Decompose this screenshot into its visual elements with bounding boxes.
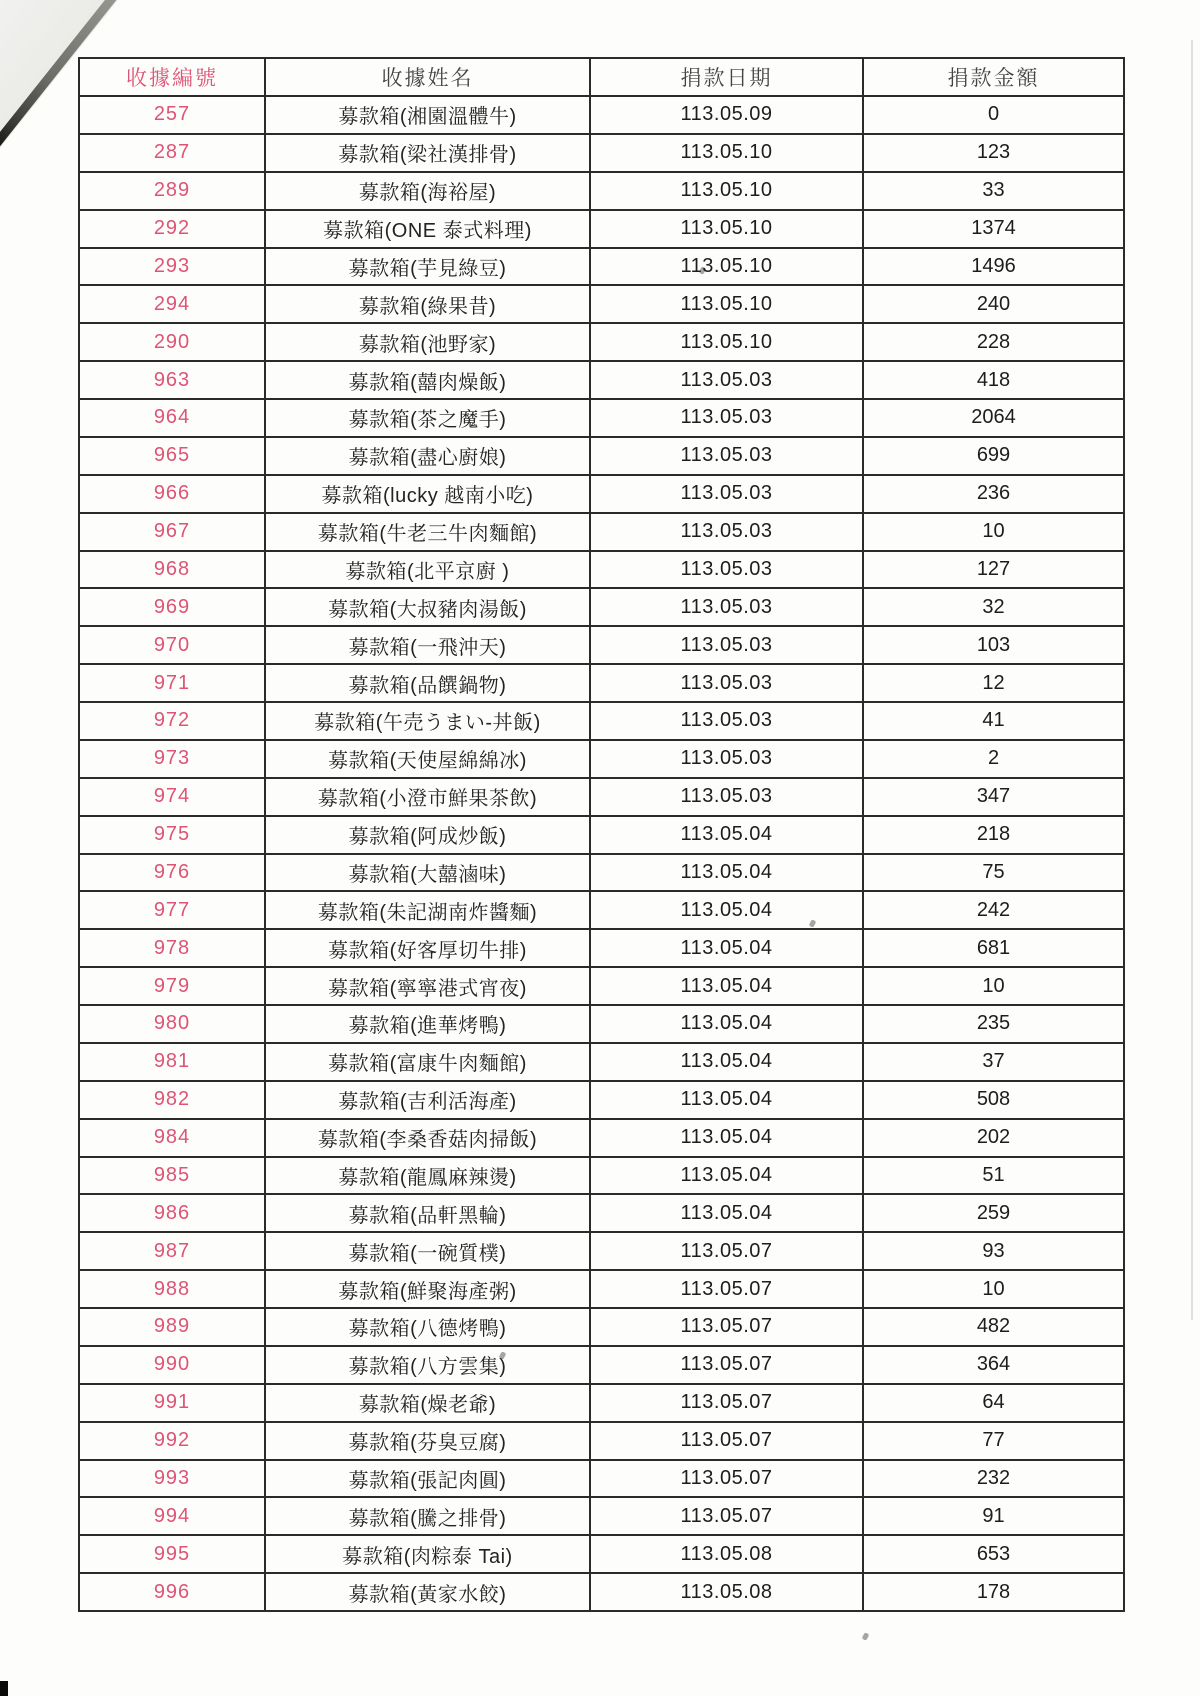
receipt-number-cell: 967 xyxy=(79,513,265,551)
donation-amount-cell: 218 xyxy=(863,816,1124,854)
donation-amount-cell: 1496 xyxy=(863,248,1124,286)
table-row xyxy=(79,134,1124,172)
receipt-name-cell: 募款箱(綠果昔) xyxy=(265,285,590,323)
donation-date-cell: 113.05.08 xyxy=(590,1573,863,1611)
receipt-name-cell: 募款箱(梁社漢排骨) xyxy=(265,134,590,172)
donation-date-cell: 113.05.04 xyxy=(590,967,863,1005)
receipt-name-cell: 募款箱(肉粽泰 Tai) xyxy=(265,1535,590,1573)
donation-date-cell: 113.05.04 xyxy=(590,1043,863,1081)
donation-date-cell: 113.05.10 xyxy=(590,134,863,172)
receipt-name-cell: 募款箱(好客厚切牛排) xyxy=(265,929,590,967)
table-row xyxy=(79,513,1124,551)
receipt-name-cell: 募款箱(八方雲集) xyxy=(265,1346,590,1384)
table-row xyxy=(79,1346,1124,1384)
table-row xyxy=(79,285,1124,323)
donation-date-cell: 113.05.07 xyxy=(590,1232,863,1270)
receipt-number-cell: 992 xyxy=(79,1422,265,1460)
table-row xyxy=(79,1043,1124,1081)
receipt-name-cell: 募款箱(鮮聚海產粥) xyxy=(265,1270,590,1308)
donation-date-cell: 113.05.04 xyxy=(590,1119,863,1157)
donation-date-cell: 113.05.10 xyxy=(590,210,863,248)
table-row xyxy=(79,323,1124,361)
donation-date-cell: 113.05.09 xyxy=(590,96,863,134)
receipt-name-cell: 募款箱(lucky 越南小吃) xyxy=(265,475,590,513)
receipt-number-cell: 973 xyxy=(79,740,265,778)
table-row xyxy=(79,588,1124,626)
donation-amount-cell: 12 xyxy=(863,664,1124,702)
donation-amount-cell: 75 xyxy=(863,854,1124,892)
donation-amount-cell: 64 xyxy=(863,1384,1124,1422)
receipt-number-cell: 289 xyxy=(79,172,265,210)
donation-date-cell: 113.05.04 xyxy=(590,854,863,892)
receipt-number-cell: 978 xyxy=(79,929,265,967)
receipt-name-cell: 募款箱(芋見綠豆) xyxy=(265,248,590,286)
donation-date-cell: 113.05.03 xyxy=(590,399,863,437)
donation-amount-cell: 202 xyxy=(863,1119,1124,1157)
receipt-name-cell: 募款箱(八德烤鴨) xyxy=(265,1308,590,1346)
receipt-number-cell: 969 xyxy=(79,588,265,626)
receipt-number-cell: 996 xyxy=(79,1573,265,1611)
receipt-number-cell: 977 xyxy=(79,891,265,929)
table-row xyxy=(79,96,1124,134)
donation-amount-cell: 1374 xyxy=(863,210,1124,248)
donation-amount-cell: 32 xyxy=(863,588,1124,626)
donation-date-cell: 113.05.03 xyxy=(590,702,863,740)
table-row xyxy=(79,1005,1124,1043)
receipt-name-cell: 募款箱(進華烤鴨) xyxy=(265,1005,590,1043)
donation-date-cell: 113.05.04 xyxy=(590,816,863,854)
receipt-number-cell: 970 xyxy=(79,626,265,664)
donation-date-cell: 113.05.04 xyxy=(590,1157,863,1195)
header-donation-amount: 捐款金額 xyxy=(863,58,1124,96)
donation-amount-cell: 33 xyxy=(863,172,1124,210)
receipt-name-cell: 募款箱(湘園溫體牛) xyxy=(265,96,590,134)
donation-amount-cell: 2064 xyxy=(863,399,1124,437)
table-row xyxy=(79,929,1124,967)
donation-amount-cell: 235 xyxy=(863,1005,1124,1043)
donation-date-cell: 113.05.10 xyxy=(590,285,863,323)
donation-date-cell: 113.05.04 xyxy=(590,929,863,967)
header-receipt-name: 收據姓名 xyxy=(265,58,590,96)
receipt-name-cell: 募款箱(盡心廚娘) xyxy=(265,437,590,475)
receipt-number-cell: 994 xyxy=(79,1497,265,1535)
receipt-name-cell: 募款箱(李桑香菇肉掃飯) xyxy=(265,1119,590,1157)
table-row xyxy=(79,740,1124,778)
donation-amount-cell: 51 xyxy=(863,1157,1124,1195)
donation-amount-cell: 41 xyxy=(863,702,1124,740)
donation-amount-cell: 681 xyxy=(863,929,1124,967)
table-row xyxy=(79,1194,1124,1232)
donation-date-cell: 113.05.03 xyxy=(590,437,863,475)
receipt-number-cell: 993 xyxy=(79,1460,265,1498)
donation-date-cell: 113.05.07 xyxy=(590,1497,863,1535)
donation-amount-cell: 418 xyxy=(863,361,1124,399)
receipt-name-cell: 募款箱(牛老三牛肉麵館) xyxy=(265,513,590,551)
receipt-name-cell: 募款箱(大叔豬肉湯飯) xyxy=(265,588,590,626)
donation-amount-cell: 699 xyxy=(863,437,1124,475)
receipt-number-cell: 287 xyxy=(79,134,265,172)
receipt-name-cell: 募款箱(品饌鍋物) xyxy=(265,664,590,702)
table-row xyxy=(79,1157,1124,1195)
donation-amount-cell: 77 xyxy=(863,1422,1124,1460)
receipt-number-cell: 968 xyxy=(79,551,265,589)
table-row xyxy=(79,626,1124,664)
donation-date-cell: 113.05.10 xyxy=(590,172,863,210)
receipt-name-cell: 募款箱(天使屋綿綿冰) xyxy=(265,740,590,778)
receipt-name-cell: 募款箱(富康牛肉麵館) xyxy=(265,1043,590,1081)
donation-amount-cell: 232 xyxy=(863,1460,1124,1498)
receipt-number-cell: 963 xyxy=(79,361,265,399)
receipt-name-cell: 募款箱(龍鳳麻辣燙) xyxy=(265,1157,590,1195)
table-row xyxy=(79,664,1124,702)
table-row xyxy=(79,1422,1124,1460)
receipt-name-cell: 募款箱(小澄市鮮果茶飲) xyxy=(265,778,590,816)
table-row xyxy=(79,1573,1124,1611)
table-row xyxy=(79,1119,1124,1157)
scan-speck xyxy=(862,1632,870,1641)
receipt-number-cell: 982 xyxy=(79,1081,265,1119)
receipt-name-cell: 募款箱(燥老爺) xyxy=(265,1384,590,1422)
table-row xyxy=(79,399,1124,437)
donation-amount-cell: 0 xyxy=(863,96,1124,134)
receipt-number-cell: 987 xyxy=(79,1232,265,1270)
donation-date-cell: 113.05.04 xyxy=(590,1194,863,1232)
receipt-number-cell: 966 xyxy=(79,475,265,513)
receipt-number-cell: 986 xyxy=(79,1194,265,1232)
header-receipt-number: 收據編號 xyxy=(79,58,265,96)
donation-date-cell: 113.05.04 xyxy=(590,1081,863,1119)
receipt-number-cell: 972 xyxy=(79,702,265,740)
donation-date-cell: 113.05.10 xyxy=(590,323,863,361)
donation-date-cell: 113.05.03 xyxy=(590,513,863,551)
donation-receipt-table xyxy=(78,57,1125,1612)
donation-date-cell: 113.05.03 xyxy=(590,475,863,513)
donation-date-cell: 113.05.03 xyxy=(590,551,863,589)
donation-amount-cell: 103 xyxy=(863,626,1124,664)
table-row xyxy=(79,1497,1124,1535)
donation-date-cell: 113.05.03 xyxy=(590,664,863,702)
donation-date-cell: 113.05.07 xyxy=(590,1270,863,1308)
receipt-number-cell: 976 xyxy=(79,854,265,892)
receipt-name-cell: 募款箱(大囍滷味) xyxy=(265,854,590,892)
donation-amount-cell: 482 xyxy=(863,1308,1124,1346)
receipt-name-cell: 募款箱(池野家) xyxy=(265,323,590,361)
receipt-name-cell: 募款箱(阿成炒飯) xyxy=(265,816,590,854)
table-row xyxy=(79,248,1124,286)
table-row xyxy=(79,551,1124,589)
donation-amount-cell: 653 xyxy=(863,1535,1124,1573)
table-row xyxy=(79,891,1124,929)
donation-amount-cell: 37 xyxy=(863,1043,1124,1081)
receipt-number-cell: 290 xyxy=(79,323,265,361)
table-row xyxy=(79,778,1124,816)
table-row xyxy=(79,1081,1124,1119)
table-row xyxy=(79,1308,1124,1346)
receipt-number-cell: 980 xyxy=(79,1005,265,1043)
table-header-row xyxy=(79,58,1124,96)
table-row xyxy=(79,816,1124,854)
receipt-number-cell: 979 xyxy=(79,967,265,1005)
table-row xyxy=(79,854,1124,892)
donation-date-cell: 113.05.03 xyxy=(590,740,863,778)
receipt-number-cell: 292 xyxy=(79,210,265,248)
donation-date-cell: 113.05.07 xyxy=(590,1422,863,1460)
table-row xyxy=(79,1270,1124,1308)
receipt-number-cell: 988 xyxy=(79,1270,265,1308)
table-row xyxy=(79,361,1124,399)
donation-date-cell: 113.05.07 xyxy=(590,1308,863,1346)
receipt-number-cell: 975 xyxy=(79,816,265,854)
table-row xyxy=(79,702,1124,740)
donation-amount-cell: 10 xyxy=(863,1270,1124,1308)
donation-amount-cell: 178 xyxy=(863,1573,1124,1611)
donation-date-cell: 113.05.03 xyxy=(590,361,863,399)
donation-date-cell: 113.05.08 xyxy=(590,1535,863,1573)
donation-date-cell: 113.05.03 xyxy=(590,778,863,816)
donation-date-cell: 113.05.07 xyxy=(590,1346,863,1384)
table-row xyxy=(79,967,1124,1005)
receipt-name-cell: 募款箱(張記肉圓) xyxy=(265,1460,590,1498)
donation-date-cell: 113.05.07 xyxy=(590,1384,863,1422)
donation-date-cell: 113.05.07 xyxy=(590,1460,863,1498)
donation-date-cell: 113.05.10 xyxy=(590,248,863,286)
receipt-name-cell: 募款箱(一碗質樸) xyxy=(265,1232,590,1270)
receipt-name-cell: 募款箱(ONE 泰式料理) xyxy=(265,210,590,248)
receipt-name-cell: 募款箱(芬臭豆腐) xyxy=(265,1422,590,1460)
receipt-name-cell: 募款箱(寧寧港式宵夜) xyxy=(265,967,590,1005)
receipt-name-cell: 募款箱(囍肉燥飯) xyxy=(265,361,590,399)
receipt-name-cell: 募款箱(品軒黑輪) xyxy=(265,1194,590,1232)
donation-amount-cell: 347 xyxy=(863,778,1124,816)
donation-amount-cell: 10 xyxy=(863,967,1124,1005)
receipt-number-cell: 995 xyxy=(79,1535,265,1573)
receipt-number-cell: 971 xyxy=(79,664,265,702)
donation-date-cell: 113.05.04 xyxy=(590,1005,863,1043)
table-row xyxy=(79,1384,1124,1422)
donation-amount-cell: 236 xyxy=(863,475,1124,513)
donation-amount-cell: 228 xyxy=(863,323,1124,361)
donation-amount-cell: 123 xyxy=(863,134,1124,172)
receipt-number-cell: 989 xyxy=(79,1308,265,1346)
receipt-number-cell: 965 xyxy=(79,437,265,475)
table-row xyxy=(79,1232,1124,1270)
scan-page-edge-line xyxy=(1191,40,1193,1320)
receipt-name-cell: 募款箱(朱記湖南炸醬麵) xyxy=(265,891,590,929)
receipt-name-cell: 募款箱(北平京廚 ) xyxy=(265,551,590,589)
receipt-number-cell: 964 xyxy=(79,399,265,437)
table-row xyxy=(79,437,1124,475)
receipt-number-cell: 294 xyxy=(79,285,265,323)
table-row xyxy=(79,172,1124,210)
receipt-name-cell: 募款箱(一飛沖天) xyxy=(265,626,590,664)
receipt-number-cell: 293 xyxy=(79,248,265,286)
receipt-number-cell: 974 xyxy=(79,778,265,816)
table-row xyxy=(79,1535,1124,1573)
donation-amount-cell: 93 xyxy=(863,1232,1124,1270)
donation-amount-cell: 127 xyxy=(863,551,1124,589)
receipt-number-cell: 984 xyxy=(79,1119,265,1157)
table-body xyxy=(79,96,1124,1611)
receipt-name-cell: 募款箱(茶之魔手) xyxy=(265,399,590,437)
receipt-name-cell: 募款箱(黃家水餃) xyxy=(265,1573,590,1611)
donation-amount-cell: 242 xyxy=(863,891,1124,929)
table-row xyxy=(79,210,1124,248)
table-row xyxy=(79,1460,1124,1498)
receipt-number-cell: 981 xyxy=(79,1043,265,1081)
donation-amount-cell: 364 xyxy=(863,1346,1124,1384)
donation-amount-cell: 2 xyxy=(863,740,1124,778)
receipt-name-cell: 募款箱(午売うまい-丼飯) xyxy=(265,702,590,740)
donation-amount-cell: 10 xyxy=(863,513,1124,551)
header-donation-date: 捐款日期 xyxy=(590,58,863,96)
donation-date-cell: 113.05.04 xyxy=(590,891,863,929)
receipt-number-cell: 990 xyxy=(79,1346,265,1384)
donation-amount-cell: 259 xyxy=(863,1194,1124,1232)
donation-amount-cell: 508 xyxy=(863,1081,1124,1119)
scan-bottom-left-mark xyxy=(0,1681,8,1696)
donation-amount-cell: 240 xyxy=(863,285,1124,323)
receipt-name-cell: 募款箱(騰之排骨) xyxy=(265,1497,590,1535)
receipt-name-cell: 募款箱(海裕屋) xyxy=(265,172,590,210)
receipt-number-cell: 991 xyxy=(79,1384,265,1422)
donation-date-cell: 113.05.03 xyxy=(590,588,863,626)
receipt-number-cell: 257 xyxy=(79,96,265,134)
receipt-name-cell: 募款箱(吉利活海產) xyxy=(265,1081,590,1119)
table-row xyxy=(79,475,1124,513)
receipt-number-cell: 985 xyxy=(79,1157,265,1195)
donation-amount-cell: 91 xyxy=(863,1497,1124,1535)
donation-date-cell: 113.05.03 xyxy=(590,626,863,664)
